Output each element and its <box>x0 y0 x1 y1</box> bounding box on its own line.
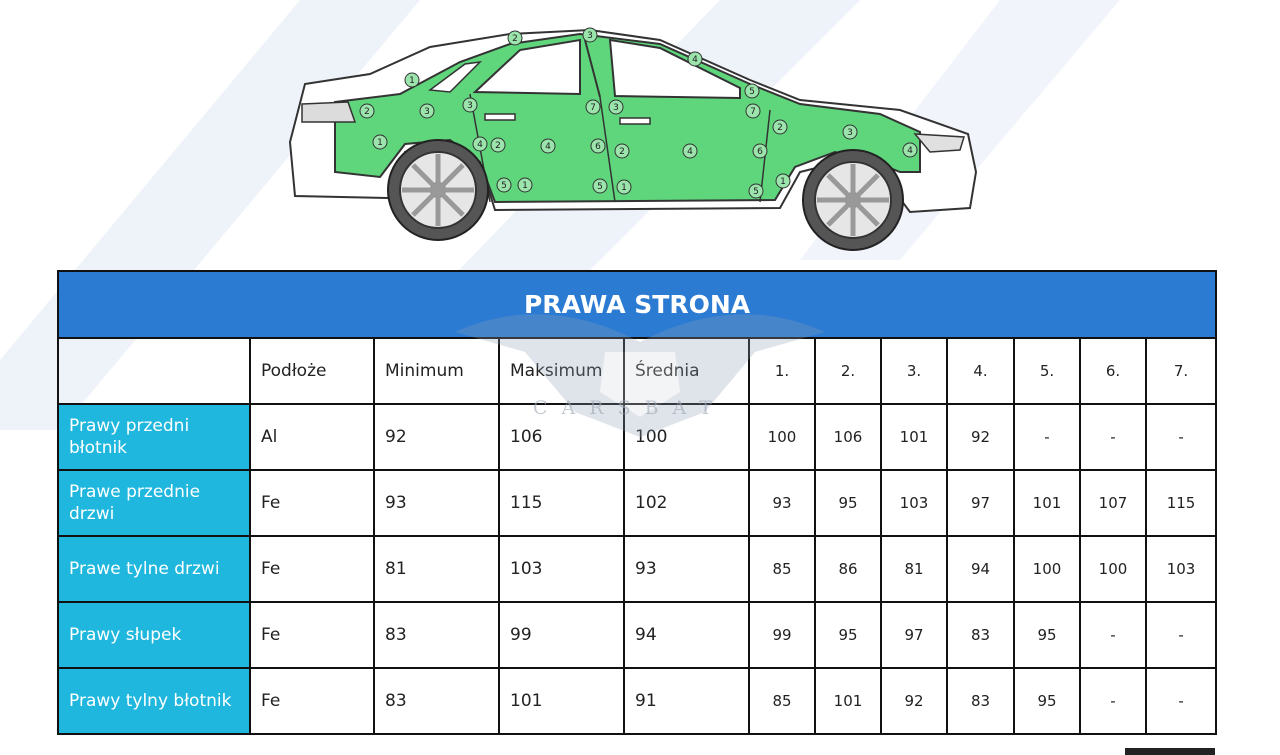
svg-text:4: 4 <box>687 147 693 157</box>
row-measurement-3: 97 <box>881 602 947 668</box>
svg-text:4: 4 <box>907 146 913 156</box>
table-row <box>58 602 1216 668</box>
row-measurement-7: 103 <box>1146 536 1216 602</box>
car-diagram <box>280 22 1000 254</box>
header-minimum: Minimum <box>374 338 499 404</box>
svg-text:3: 3 <box>424 107 430 117</box>
table-title: PRAWA STRONA <box>58 271 1216 338</box>
row-measurement-5: 95 <box>1014 668 1080 734</box>
svg-text:5: 5 <box>597 182 603 192</box>
svg-text:3: 3 <box>613 103 619 113</box>
row-average: 91 <box>624 668 749 734</box>
row-maximum: 106 <box>499 404 624 470</box>
row-measurement-5: 95 <box>1014 602 1080 668</box>
row-measurement-6: 100 <box>1080 536 1146 602</box>
row-measurement-7: 115 <box>1146 470 1216 536</box>
row-maximum: 101 <box>499 668 624 734</box>
row-substrate: Fe <box>250 668 374 734</box>
row-minimum: 81 <box>374 536 499 602</box>
row-measurement-1: 100 <box>749 404 815 470</box>
header-m7: 7. <box>1146 338 1216 404</box>
svg-text:2: 2 <box>777 123 783 133</box>
svg-text:2: 2 <box>364 107 370 117</box>
svg-text:4: 4 <box>692 55 698 65</box>
header-m3: 3. <box>881 338 947 404</box>
row-measurement-6: 107 <box>1080 470 1146 536</box>
row-label: Prawy tylny błotnik <box>58 668 250 734</box>
corner-logo <box>1095 748 1215 755</box>
row-measurement-3: 81 <box>881 536 947 602</box>
row-measurement-5: 101 <box>1014 470 1080 536</box>
svg-text:6: 6 <box>595 142 601 152</box>
row-minimum: 83 <box>374 602 499 668</box>
svg-text:5: 5 <box>753 187 759 197</box>
row-label: Prawe przednie drzwi <box>58 470 250 536</box>
svg-text:1: 1 <box>377 138 383 148</box>
row-measurement-1: 85 <box>749 536 815 602</box>
row-maximum: 115 <box>499 470 624 536</box>
row-measurement-4: 97 <box>947 470 1014 536</box>
row-minimum: 83 <box>374 668 499 734</box>
row-label: Prawe tylne drzwi <box>58 536 250 602</box>
row-measurement-6: - <box>1080 404 1146 470</box>
svg-text:7: 7 <box>750 107 756 117</box>
svg-text:2: 2 <box>512 34 518 44</box>
svg-text:4: 4 <box>477 140 483 150</box>
svg-text:5: 5 <box>749 87 755 97</box>
row-average: 94 <box>624 602 749 668</box>
table-header-row <box>58 338 1216 404</box>
row-substrate: Fe <box>250 602 374 668</box>
table-row <box>58 470 1216 536</box>
row-label: Prawy słupek <box>58 602 250 668</box>
row-measurement-1: 93 <box>749 470 815 536</box>
table-row <box>58 536 1216 602</box>
row-measurement-3: 103 <box>881 470 947 536</box>
svg-text:1: 1 <box>621 183 627 193</box>
row-average: 100 <box>624 404 749 470</box>
row-measurement-4: 83 <box>947 602 1014 668</box>
svg-text:2: 2 <box>495 141 501 151</box>
row-measurement-6: - <box>1080 668 1146 734</box>
table-row <box>58 668 1216 734</box>
row-measurement-5: - <box>1014 404 1080 470</box>
header-m5: 5. <box>1014 338 1080 404</box>
row-measurement-6: - <box>1080 602 1146 668</box>
row-measurement-7: - <box>1146 404 1216 470</box>
row-substrate: Fe <box>250 536 374 602</box>
row-measurement-2: 86 <box>815 536 881 602</box>
row-measurement-2: 95 <box>815 470 881 536</box>
row-minimum: 92 <box>374 404 499 470</box>
paint-thickness-table-container <box>57 270 1215 735</box>
row-measurement-4: 92 <box>947 404 1014 470</box>
row-measurement-4: 94 <box>947 536 1014 602</box>
row-measurement-7: - <box>1146 668 1216 734</box>
row-measurement-4: 83 <box>947 668 1014 734</box>
row-average: 93 <box>624 536 749 602</box>
row-maximum: 103 <box>499 536 624 602</box>
watermark-text: CARSBAT <box>533 397 726 419</box>
row-minimum: 93 <box>374 470 499 536</box>
row-measurement-1: 99 <box>749 602 815 668</box>
table-row <box>58 404 1216 470</box>
row-measurement-7: - <box>1146 602 1216 668</box>
header-substrate: Podłoże <box>250 338 374 404</box>
svg-text:1: 1 <box>522 181 528 191</box>
svg-text:3: 3 <box>587 31 593 41</box>
svg-text:3: 3 <box>467 101 473 111</box>
row-substrate: Fe <box>250 470 374 536</box>
paint-thickness-table <box>57 270 1217 735</box>
row-average: 102 <box>624 470 749 536</box>
svg-text:1: 1 <box>780 177 786 187</box>
row-measurement-2: 101 <box>815 668 881 734</box>
row-measurement-2: 106 <box>815 404 881 470</box>
header-maximum: Maksimum <box>499 338 624 404</box>
row-measurement-1: 85 <box>749 668 815 734</box>
header-m6: 6. <box>1080 338 1146 404</box>
header-m1: 1. <box>749 338 815 404</box>
row-maximum: 99 <box>499 602 624 668</box>
svg-text:5: 5 <box>501 181 507 191</box>
header-average: Średnia <box>624 338 749 404</box>
row-substrate: Al <box>250 404 374 470</box>
header-m2: 2. <box>815 338 881 404</box>
svg-text:4: 4 <box>545 142 551 152</box>
header-empty <box>58 338 250 404</box>
row-measurement-5: 100 <box>1014 536 1080 602</box>
svg-text:7: 7 <box>590 103 596 113</box>
header-m4: 4. <box>947 338 1014 404</box>
svg-text:1: 1 <box>409 76 415 86</box>
svg-text:2: 2 <box>619 147 625 157</box>
row-measurement-3: 92 <box>881 668 947 734</box>
row-measurement-2: 95 <box>815 602 881 668</box>
svg-text:3: 3 <box>847 128 853 138</box>
row-label: Prawy przedni błotnik <box>58 404 250 470</box>
svg-text:6: 6 <box>757 147 763 157</box>
row-measurement-3: 101 <box>881 404 947 470</box>
